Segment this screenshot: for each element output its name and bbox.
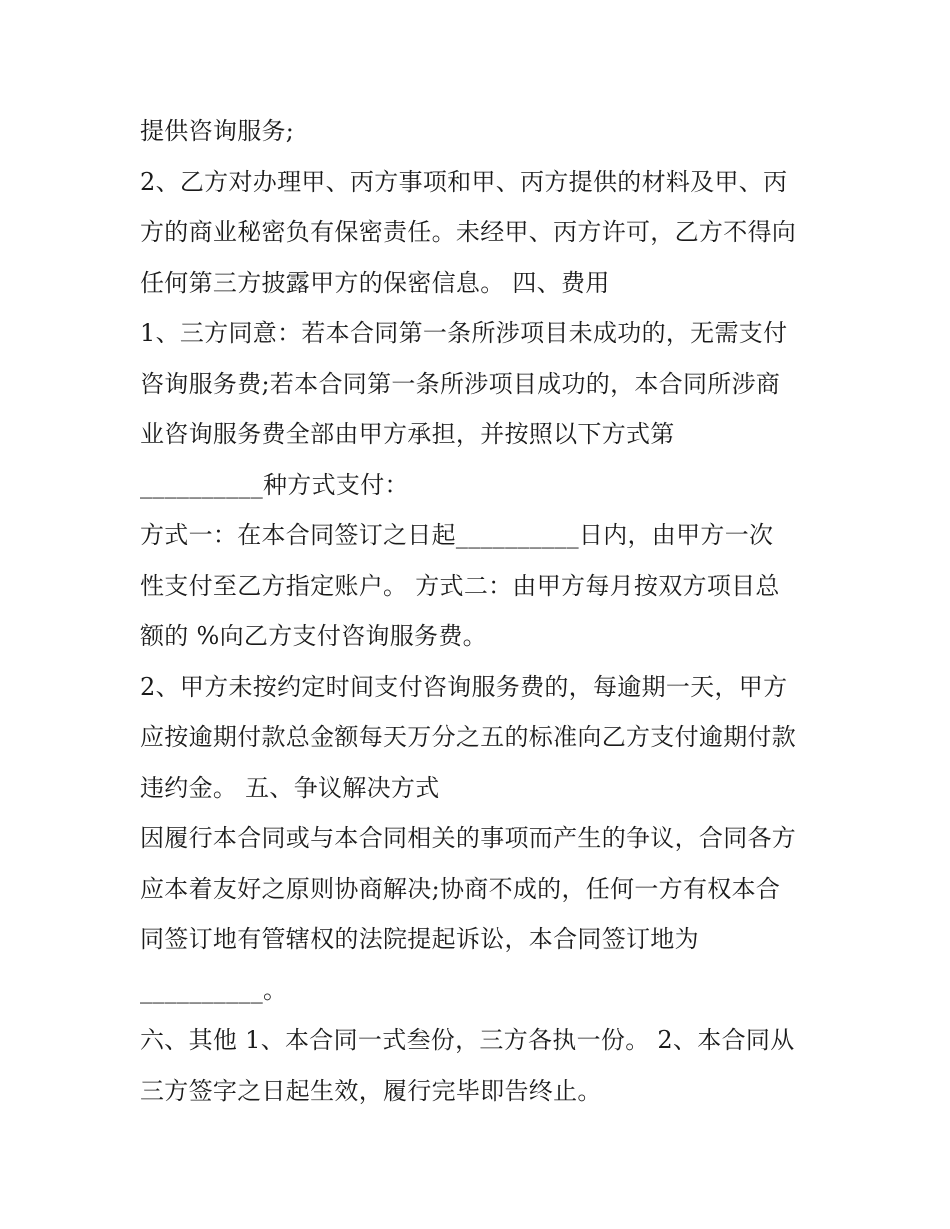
text-line: 应本着友好之原则协商解决;协商不成的，任何一方有权本合 bbox=[140, 874, 781, 903]
text-line: __________。 bbox=[140, 975, 288, 1004]
text-line: 额的 %向乙方支付咨询服务费。 bbox=[140, 622, 487, 650]
text-line: 方式一：在本合同签订之日起__________日内，由甲方一次 bbox=[140, 521, 774, 549]
text-line: 任何第三方披露甲方的保密信息。 四、费用 bbox=[140, 268, 610, 297]
text-line: 因履行本合同或与本合同相关的事项而产生的争议，合同各方 bbox=[140, 824, 797, 852]
text-line: 咨询服务费;若本合同第一条所涉项目成功的，本合同所涉商 bbox=[140, 369, 781, 398]
text-line: 业咨询服务费全部由甲方承担，并按照以下方式第 bbox=[140, 420, 675, 448]
text-line: 性支付至乙方指定账户。 方式二：由甲方每月按双方项目总 bbox=[140, 571, 780, 600]
text-line: 同签订地有管辖权的法院提起诉讼，本合同签订地为 bbox=[140, 925, 699, 953]
text-line: 提供咨询服务; bbox=[140, 117, 295, 145]
text-line: 2、甲方未按约定时间支付咨询服务费的，每逾期一天，甲方 bbox=[140, 672, 788, 701]
text-line: 六、其他 1、本合同一式叁份，三方各执一份。 2、本合同从 bbox=[140, 1026, 795, 1054]
text-line: 2、乙方对办理甲、丙方事项和甲、丙方提供的材料及甲、丙 bbox=[140, 167, 788, 196]
text-line: 方的商业秘密负有保密责任。未经甲、丙方许可，乙方不得向 bbox=[140, 218, 797, 246]
text-line: __________种方式支付： bbox=[140, 470, 409, 499]
text-line: 1、三方同意：若本合同第一条所涉项目未成功的，无需支付 bbox=[140, 319, 788, 347]
text-line: 违约金。 五、争议解决方式 bbox=[140, 773, 440, 802]
document-page bbox=[140, 106, 830, 1116]
text-line: 应按逾期付款总金额每天万分之五的标准向乙方支付逾期付款 bbox=[140, 723, 797, 751]
text-line: 三方签字之日起生效，履行完毕即告终止。 bbox=[140, 1076, 602, 1105]
